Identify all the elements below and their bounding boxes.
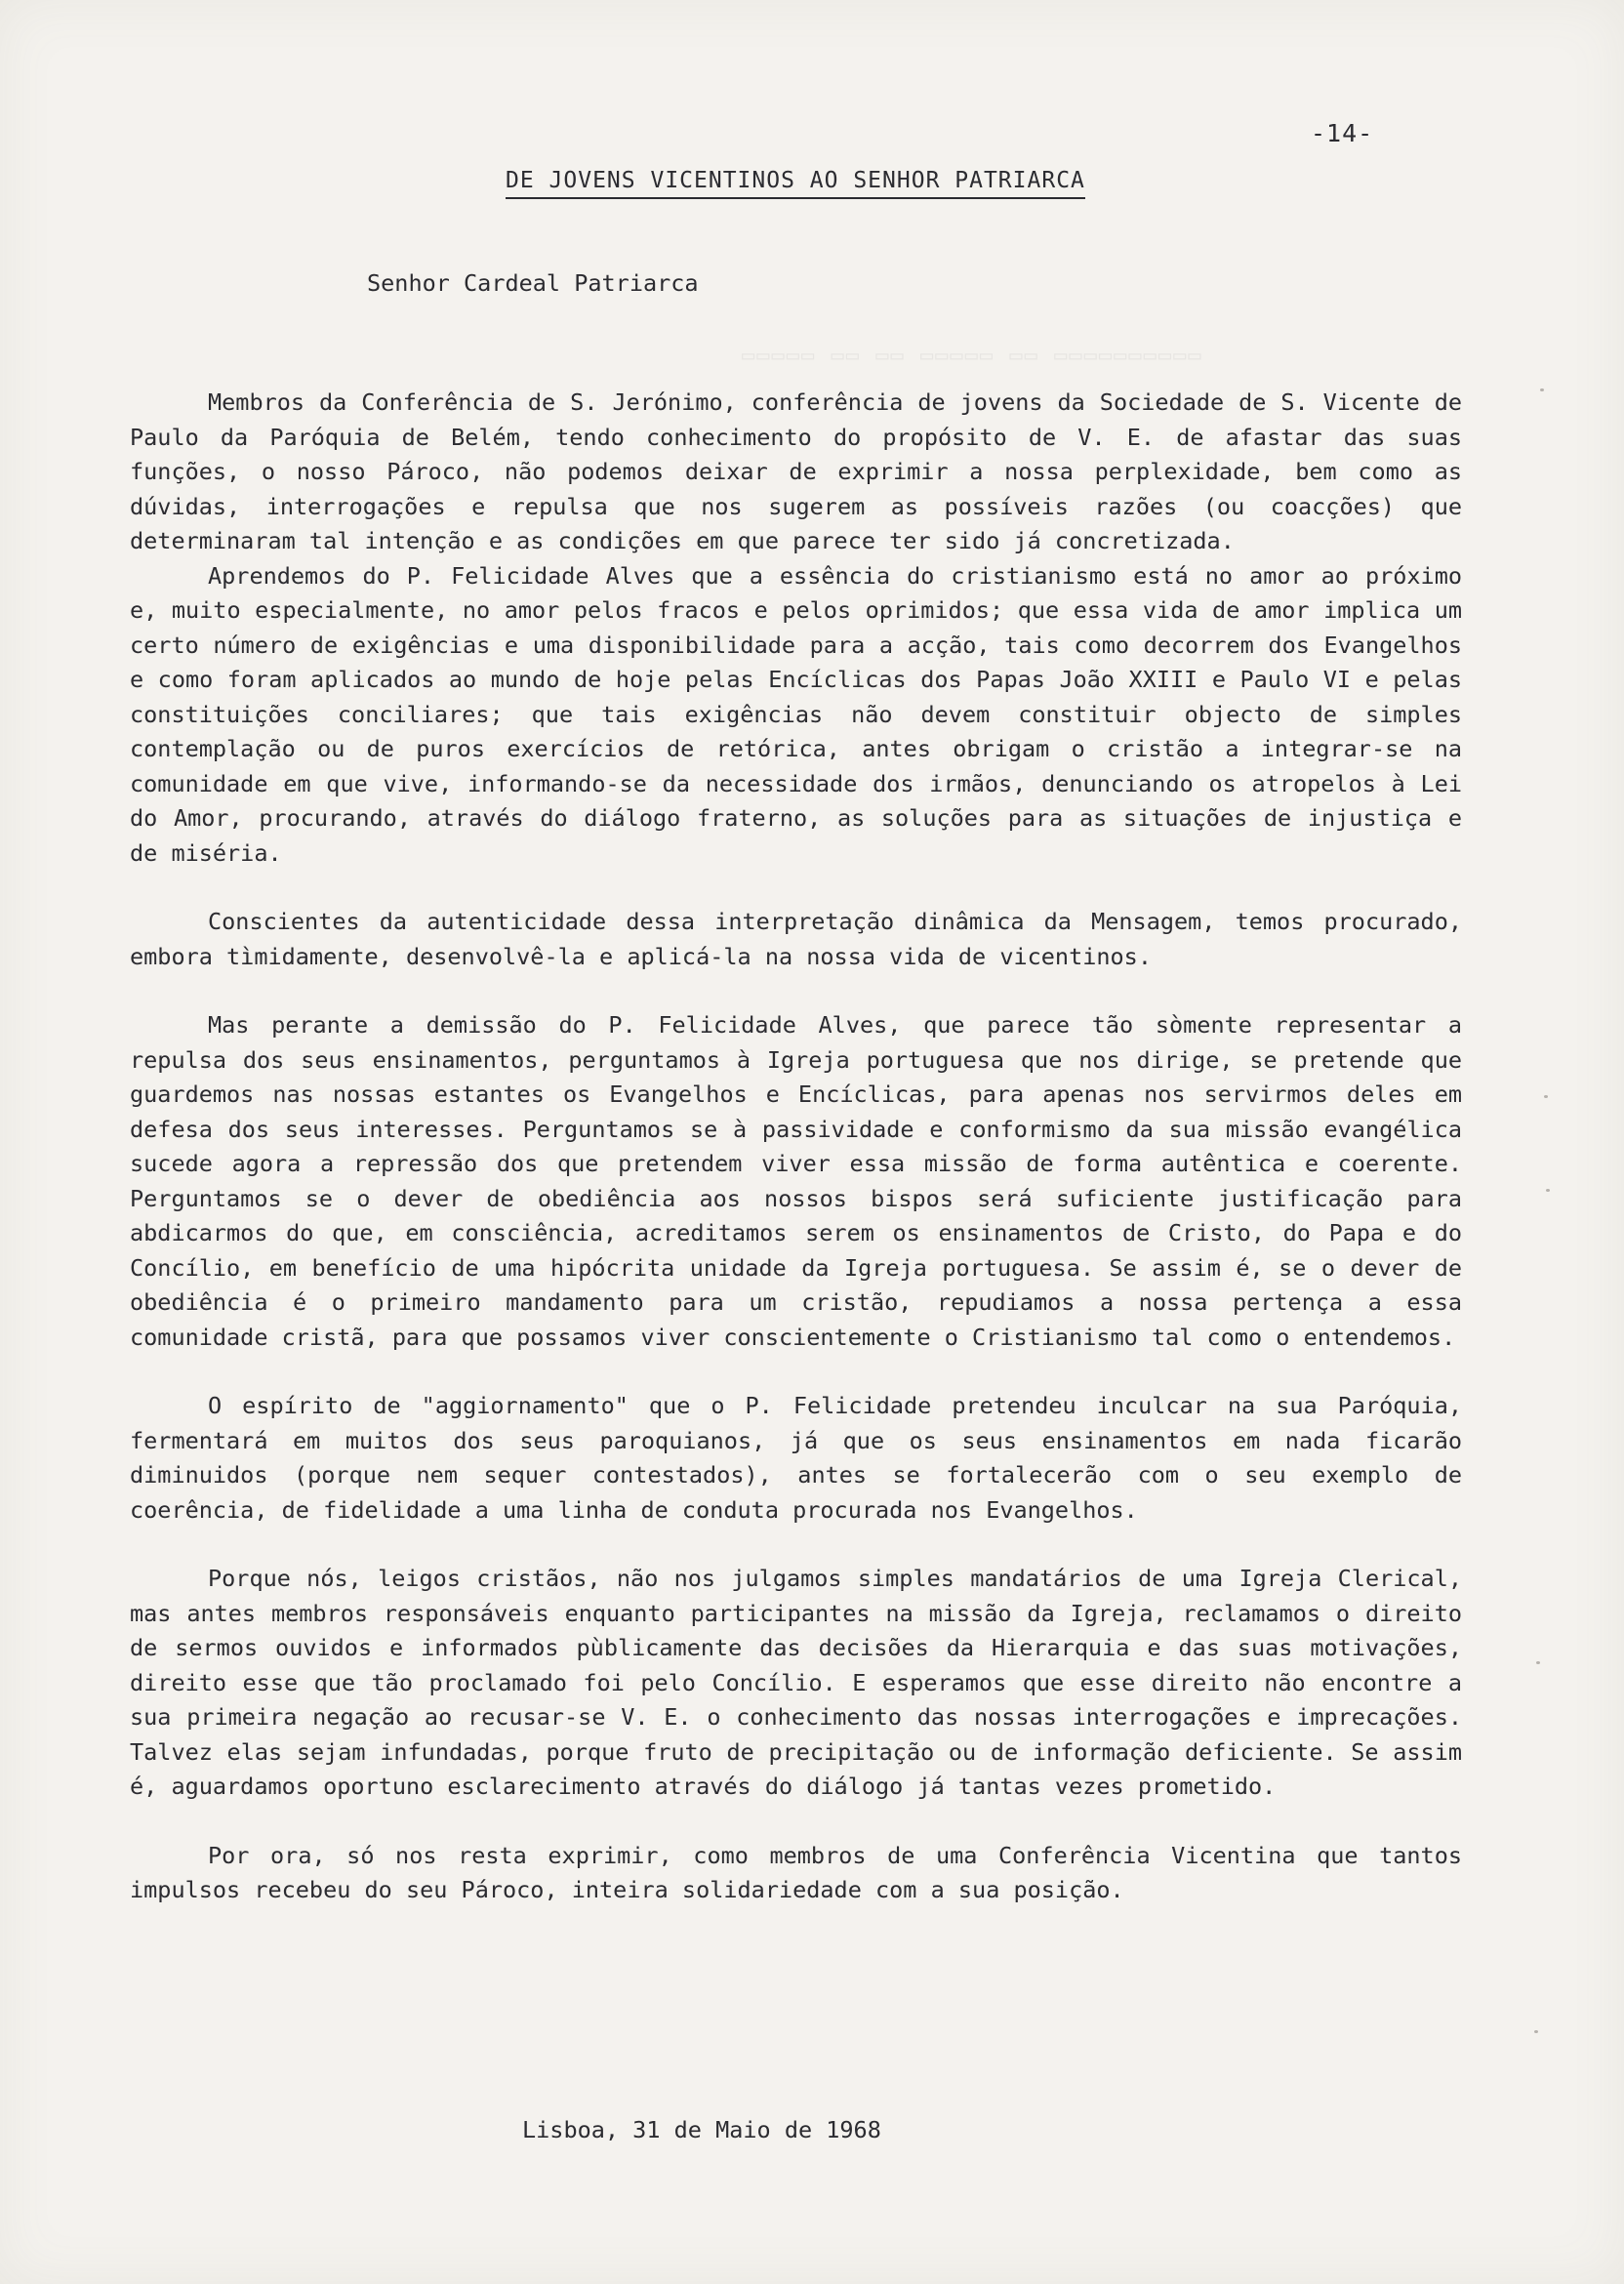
paper-speck	[1534, 2030, 1538, 2033]
paragraph-6: Porque nós, leigos cristãos, não nos julgamos simples mandatários de uma Igreja Clerical, mas antes membros responsáveis enquanto participantes na missão da Igreja, reclamamos o direito de sermos ouvidos e informados pùblicamente das decisões da Hierarquia e das suas motivações, direito esse que tão proclamado foi pelo Concílio. E esperamos que esse direito não encontre a sua primeira negação ao recusar-se V. E. o conhecimento das nossas interrogações e imprecações. Talvez elas sejam infundadas, porque fruto de precipitação ou de informação deficiente. Se assim é, aguardamos oportuno esclarecimento através do diálogo já tantas vezes prometido.	[130, 1565, 1462, 1800]
salutation: Senhor Cardeal Patriarca	[367, 269, 699, 297]
paragraph-1: Membros da Conferência de S. Jerónimo, conferência de jovens da Sociedade de S. Vicente de Paulo da Paróquia de Belém, tendo conhecimento do propósito de V. E. de afastar das suas funções, o nosso Pároco, não podemos deixar de exprimir a nossa perplexidade, bem como as dúvidas, interrogações e repulsa que nos sugerem as possíveis razões (ou coacções) que determinaram tal intenção e as condições em que parece ter sido já concretizada.	[130, 388, 1462, 554]
paragraph-5: O espírito de "aggiornamento" que o P. Felicidade pretendeu inculcar na sua Paróquia, fermentará em muitos dos seus paroquianos, já que os seus ensinamentos em nada ficarão diminuidos (porque nem sequer contestados), antes se fortalecerão com o seu exemplo de coerência, de fidelidade a uma linha de conduta procurada nos Evangelhos.	[130, 1392, 1462, 1524]
paper-speck	[1536, 1661, 1540, 1664]
document-title: DE JOVENS VICENTINOS AO SENHOR PATRIARCA	[506, 168, 1085, 199]
paper-speck	[1540, 388, 1544, 391]
paragraph-2: Aprendemos do P. Felicidade Alves que a essência do cristianismo está no amor ao próximo e, muito especialmente, no amor pelos fracos e pelos oprimidos; que essa vida de amor implica um certo número de exigências e uma disponibilidade para a acção, tais como decorrem dos Evangelhos e como foram aplicados ao mundo de hoje pelas Encíclicas dos Papas João XXIII e Paulo VI e pelas constituições conciliares; que tais exigências não devem constituir objecto de simples contemplação ou de puros exercícios de retórica, antes obrigam o cristão a integrar-se na comunidade em que vive, informando-se da necessidade dos irmãos, denunciando os atropelos à Lei do Amor, procurando, através do diálogo fraterno, as soluções para as situações de injustiça e de miséria.	[130, 561, 1462, 867]
page-number: -14-	[1311, 119, 1374, 147]
date-line: Lisboa, 31 de Maio de 1968	[522, 2116, 881, 2143]
paper-speck	[1546, 1189, 1550, 1192]
letter-body	[130, 386, 1462, 1908]
bleed-through-text: ▭▭▭▭▭ ▭▭ ▭▭ ▭▭▭▭▭ ▭▭ ▭▭▭▭▭▭▭▭▭▭	[742, 344, 1203, 368]
paper-speck	[1544, 1095, 1548, 1098]
paragraph-3: Conscientes da autenticidade dessa interpretação dinâmica da Mensagem, temos procurado, embora tìmidamente, desenvolvê-la e aplicá-la na nossa vida de vicentinos.	[130, 908, 1462, 970]
paragraph-7: Por ora, só nos resta exprimir, como membros de uma Conferência Vicentina que tantos impulsos recebeu do seu Pároco, inteira solidariedade com a sua posição.	[130, 1841, 1462, 1903]
paragraph-4: Mas perante a demissão do P. Felicidade Alves, que parece tão sòmente representar a repulsa dos seus ensinamentos, perguntamos à Igreja portuguesa que nos dirige, se pretende que guardemos nas nossas estantes os Evangelhos e Encíclicas, para apenas nos servirmos deles em defesa dos seus interesses. Perguntamos se à passividade e conformismo da sua missão evangélica sucede agora a repressão dos que pretendem viver essa missão de forma autêntica e coerente. Perguntamos se o dever de obediência aos nossos bispos será suficiente justificação para abdicarmos do que, em consciência, acreditamos serem os ensinamentos de Cristo, do Papa e do Concílio, em benefício de uma hipócrita unidade da Igreja portuguesa. Se assim é, se o dever de obediência é o primeiro mandamento para um cristão, repudiamos a nossa pertença a essa comunidade cristã, para que possamos viver conscientemente o Cristianismo tal como o entendemos.	[130, 1011, 1462, 1351]
